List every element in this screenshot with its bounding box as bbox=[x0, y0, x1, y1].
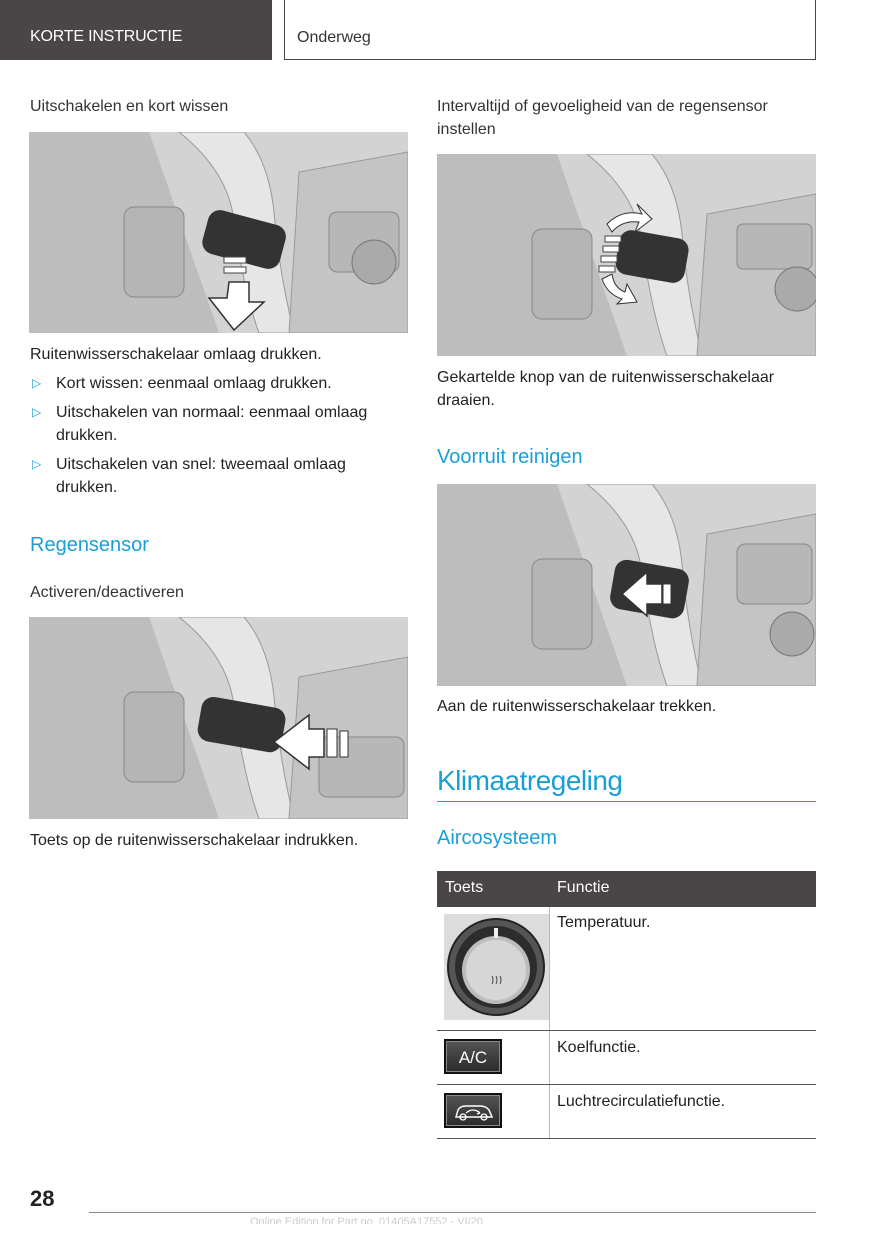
list-item: ▷ Kort wissen: eenmaal omlaag drukken. bbox=[30, 372, 410, 395]
heading-regensensor: Regensensor bbox=[30, 534, 149, 556]
footer-edition-text: Online Edition for Part no. 01405A17552 - VI/20 bbox=[250, 1216, 483, 1224]
caption-activate: Activeren/deactiveren bbox=[30, 584, 184, 601]
instruction-push-down: Ruitenwisserschakelaar omlaag drukken. bbox=[30, 346, 322, 363]
chapter-tab bbox=[284, 0, 816, 60]
row-divider bbox=[437, 1138, 816, 1139]
row-divider bbox=[437, 1084, 816, 1085]
ac-button-icon bbox=[444, 1039, 502, 1074]
caption-interval: Intervaltijd of gevoeligheid van de regensensor instellen bbox=[437, 98, 768, 138]
photo-press-button bbox=[29, 617, 408, 819]
list-item: ▷ Uitschakelen van normaal: eenmaal omlaag drukken. bbox=[30, 401, 410, 447]
column-divider bbox=[549, 907, 550, 1138]
heading-aircosysteem: Aircosysteem bbox=[437, 827, 558, 849]
function-temperature: Temperatuur. bbox=[557, 914, 651, 931]
page-number: 28 bbox=[30, 1186, 55, 1211]
heading-voorruit-reinigen: Voorruit reinigen bbox=[437, 446, 583, 468]
function-cooling: Koelfunctie. bbox=[557, 1039, 641, 1056]
temperature-dial-icon bbox=[444, 914, 549, 1020]
caption-switch-off: Uitschakelen en kort wissen bbox=[30, 98, 229, 115]
section-tab bbox=[0, 0, 272, 60]
column-header-functie: Functie bbox=[557, 879, 610, 896]
footer-line bbox=[89, 1212, 816, 1213]
air-recirculation-icon bbox=[444, 1093, 502, 1128]
column-header-toets: Toets bbox=[445, 879, 484, 896]
heading-underline bbox=[437, 801, 816, 802]
table-header bbox=[437, 871, 816, 907]
ac-button-label: A/C bbox=[458, 1048, 488, 1067]
photo-pull-lever bbox=[437, 484, 816, 686]
photo-push-down bbox=[29, 132, 408, 333]
function-recirculation: Luchtrecirculatiefunctie. bbox=[557, 1093, 726, 1110]
triangle-bullet-icon: ▷ bbox=[32, 405, 42, 419]
photo-rotate-knob bbox=[437, 154, 816, 356]
instruction-pull-lever: Aan de ruitenwisserschakelaar trekken. bbox=[437, 698, 717, 715]
list-item: ▷ Uitschakelen van snel: tweemaal omlaag drukken. bbox=[30, 453, 410, 499]
instruction-rotate-knob: Gekartelde knop van de ruitenwisserschakelaar draaien. bbox=[437, 369, 775, 409]
bullet-list bbox=[30, 372, 410, 505]
triangle-bullet-icon: ▷ bbox=[32, 376, 42, 390]
row-divider bbox=[437, 1030, 816, 1031]
triangle-bullet-icon: ▷ bbox=[32, 457, 42, 471]
section-title: KORTE INSTRUCTIE bbox=[30, 28, 183, 45]
instruction-press-button: Toets op de ruitenwisserschakelaar indrukken. bbox=[30, 832, 359, 849]
heading-klimaatregeling: Klimaatregeling bbox=[437, 765, 623, 796]
chapter-title: Onderweg bbox=[297, 29, 371, 46]
